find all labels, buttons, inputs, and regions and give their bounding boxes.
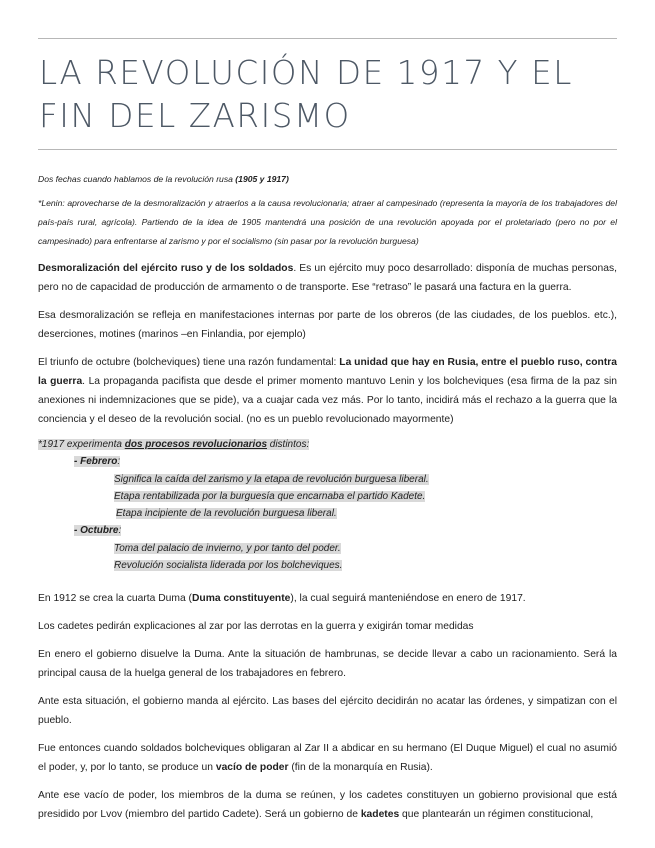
paragraph-abdicacion — [38, 739, 617, 777]
p3-bold: La unidad que hay en Rusia, entre el pueblo ruso, contra la guerra — [38, 357, 617, 387]
title-divider — [38, 149, 617, 150]
febrero-item — [38, 488, 617, 505]
document-page — [38, 38, 617, 833]
octubre-label: - Octubre: — [74, 525, 122, 537]
p1-text: . Es un ejército muy poco desarrollado: disponía de muchas personas, pero no de capacidad de producción de armamento o de transporte. Ese “retraso” le pasará una factura en la guerra. — [38, 263, 617, 293]
lead-bold: dos procesos revolucionarios — [124, 439, 267, 450]
p3-text2: . La propaganda pacifista que desde el primer momento mantuvo Lenin y los bolcheviques (esa firma de la paz sin anexiones ni indemnizaciones que se pide), va a cuajar cada vez más. Por lo tanto, incidirá más el rechazo a la guerra que la conciencia y el deseo de la revolución social. (no es un pueblo revolucionado mayormente) — [38, 376, 617, 425]
febrero-item — [38, 471, 617, 488]
octubre-label-text: - Octubre — [74, 525, 119, 537]
processes-lead — [38, 436, 617, 453]
febrero-label: - Febrero: — [74, 456, 121, 468]
octubre-item — [38, 540, 617, 557]
p8-bold: vacío de poder — [215, 762, 289, 774]
p8-text2: (fin de la monarquía en Rusia). — [288, 762, 433, 774]
p1-bold: Desmoralización del ejército ruso y de los soldados — [38, 263, 294, 274]
intro-note — [38, 170, 617, 189]
intro-note-dates: (1905 y 1917) — [235, 174, 289, 184]
febrero-item-text: Etapa incipiente de la revolución burguesa liberal. — [116, 508, 337, 520]
paragraph-duma — [38, 589, 617, 608]
intro-note-text: Dos fechas cuando hablamos de la revolución rusa — [38, 174, 236, 184]
p9-text1: Ante ese vacío de poder, los miembros de la duma se reúnen, y los cadetes constituyen un gobierno provisional que está presidido por Lvov (miembro del partido Cadete). Será un gobierno de — [38, 790, 617, 821]
lead-text: *1917 experimenta — [38, 439, 125, 450]
p9-text2: que plantearán un régimen constitucional, — [399, 809, 594, 821]
octubre-item — [38, 557, 617, 574]
febrero-label-text: - Febrero — [74, 456, 118, 468]
p4-bold: Duma constituyente — [191, 593, 291, 605]
p4-text1: En 1912 se crea la cuarta Duma ( — [38, 593, 192, 605]
paragraph-manifestaciones: Esa desmoralización se refleja en manifestaciones internas por parte de los obreros (de las ciudades, de los pueblos. etc.), deserciones, motines (marinos –en Finlandia, por ejemplo) — [38, 310, 617, 340]
paragraph-gobierno-provisional — [38, 786, 617, 824]
febrero-item-text: Significa la caída del zarismo y la etapa de revolución burguesa liberal. — [114, 473, 429, 485]
p3-text1: El triunfo de octubre (bolcheviques) tiene una razón fundamental: — [38, 357, 340, 368]
revolution-processes-list — [38, 436, 617, 574]
p9-bold: kadetes — [360, 809, 400, 821]
febrero-item — [38, 505, 617, 522]
paragraph-triunfo-octubre — [38, 353, 617, 429]
febrero-item-text: Etapa rentabilizada por la burguesía que encarnaba el partido Kadete. — [114, 490, 426, 502]
page-title: LA REVOLUCIÓN DE 1917 Y EL FIN DEL ZARISMO — [39, 54, 573, 135]
lead-text-end: distintos: — [267, 439, 310, 450]
p8-text1: Fue entonces cuando soldados bolcheviques obligaran al Zar II a abdicar en su hermano (El Duque Miguel) el cual no asumió el poder, y, por lo tanto, se produce un — [38, 743, 617, 774]
lenin-note: *Lenin: aprovecharse de la desmoralización y atraerlos a la causa revolucionaria; atraer al campesinado (representa la mayoría de los trabajadores del país-país rural, agrícola). Partiendo de la idea de 1905 mantendrá una posición de una revolución apoyada por el proletariado (pero no por el campesinado) para enfrentarse al zarismo y por el socialismo (sin pasar por la revolución burguesa) — [38, 198, 617, 246]
p4-text2: ), la cual seguirá manteniéndose en enero de 1917. — [290, 593, 526, 605]
octubre-item-text: Revolución socialista liderada por los bolcheviques. — [114, 560, 343, 572]
paragraph-desmoralizacion — [38, 259, 617, 297]
paragraph-ejercito: Ante esta situación, el gobierno manda al ejército. Las bases del ejército decidirán no acatar las órdenes, y simpatizan con el pueblo. — [38, 696, 617, 727]
paragraph-cadetes: Los cadetes pedirán explicaciones al zar por las derrotas en la guerra y exigirán tomar medidas — [38, 621, 474, 633]
octubre-item-text: Toma del palacio de invierno, y por tanto del poder. — [114, 542, 341, 554]
paragraph-enero: En enero el gobierno disuelve la Duma. Ante la situación de hambrunas, se decide llevar a cabo un racionamiento. Será la principal causa de la huelga general de los trabajadores en febrero. — [38, 649, 617, 680]
top-divider — [38, 38, 617, 39]
